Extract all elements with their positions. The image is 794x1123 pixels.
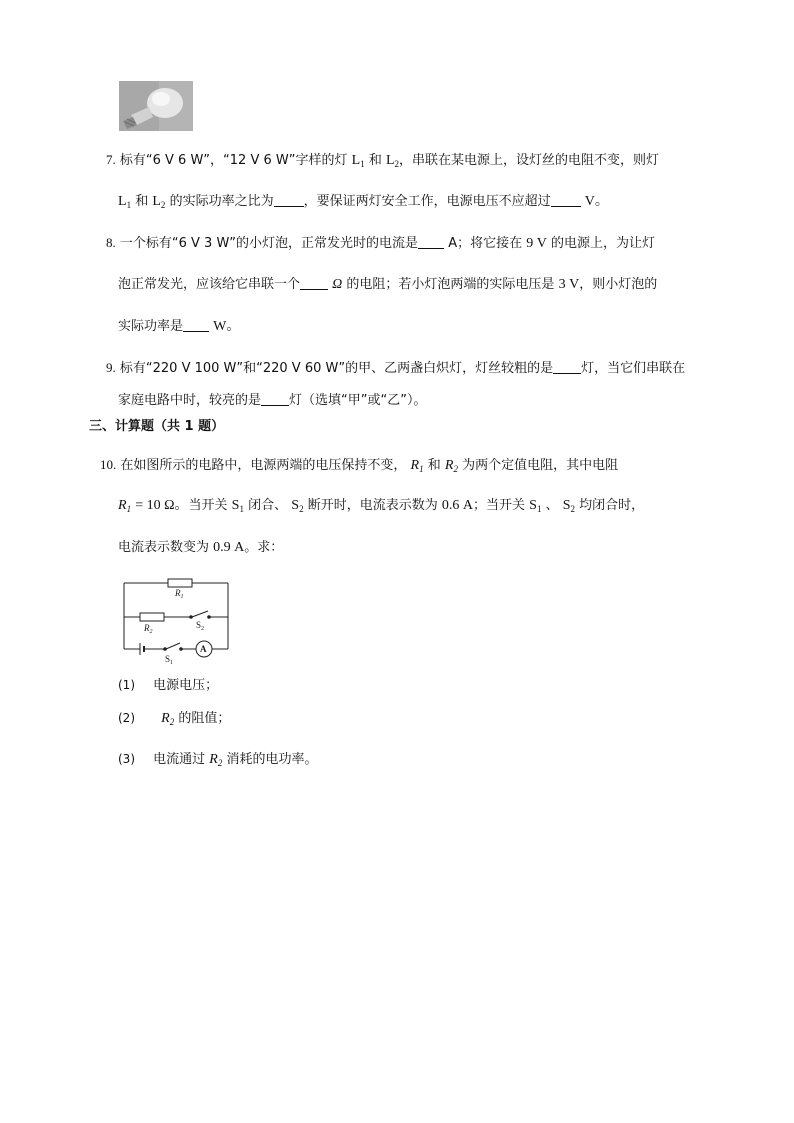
answer-blank[interactable] xyxy=(418,236,444,249)
q7-line2: $L_1$ 和 $L_2$ 的实际功率之比为 ，要保证两灯安全工作，电源电压不应超过 V。 xyxy=(118,194,609,210)
light-bulb-photo xyxy=(119,81,193,131)
q10-line1: 10. 在如图所示的电路中，电源两端的电压保持不变， $R_1$ 和 $R_2$ 为两个定值电阻，其中电阻 xyxy=(100,457,619,474)
q10-line2: $R_1 = 10$ Ω。当开关 $S_1$ 闭合、 $S_2$ 断开时，电流表示数为 0.6 A；当开关 $S_1$ 、 $S_2$ 均闭合时， xyxy=(118,498,645,514)
light-bulb-icon xyxy=(119,81,193,131)
q10-part2: (2) $R_2$ 的阻值； xyxy=(118,711,231,727)
q10-part1: (1) 电源电压； xyxy=(118,678,219,693)
s2-label: $S_2$ xyxy=(196,620,205,632)
s1-label: $S_1$ xyxy=(165,654,174,666)
q9-line2: 家庭电路中时，较亮的是 灯（选填“甲”或“乙”）。 xyxy=(118,393,427,408)
answer-blank[interactable] xyxy=(183,319,209,332)
answer-blank[interactable] xyxy=(274,194,304,207)
q9-line1: 9. 标有“220 V 100 W”和“220 V 60 W”的甲、乙两盏白炽灯，灯丝较粗的是 灯，当它们串联在 xyxy=(106,360,686,376)
circuit-diagram xyxy=(118,574,234,666)
answer-blank[interactable] xyxy=(261,393,289,406)
r2-label: $R_2$ xyxy=(144,623,153,635)
q8-line1: 8. 一个标有“6 V 3 W”的小灯泡，正常发光时的电流是 A；将它接在 9 V 的电源上，为让灯 xyxy=(106,235,656,251)
section-heading: 三、计算题（共 1 题） xyxy=(89,419,225,434)
r1-label: $R_1$ xyxy=(175,588,184,600)
q10-line3: 电流表示数变为 0.9 A。求： xyxy=(118,540,284,555)
q8-line3: 实际功率是 W。 xyxy=(118,319,241,334)
q7-line1: 7. 标有“6 V 6 W”，“12 V 6 W”字样的灯 $L_1$ 和 $L_2$，串联在某电源上，设灯丝的电阻不变，则灯 xyxy=(106,152,660,169)
ammeter-label: A xyxy=(200,644,207,654)
answer-blank[interactable] xyxy=(553,361,581,374)
answer-blank[interactable] xyxy=(551,194,581,207)
answer-blank[interactable] xyxy=(300,277,328,290)
q8-line2: 泡正常发光，应该给它串联一个 Ω 的电阻；若小灯泡两端的实际电压是 3 V，则小灯泡的 xyxy=(118,277,658,292)
q10-part3: (3) 电流通过 $R_2$ 消耗的电功率。 xyxy=(118,752,318,768)
